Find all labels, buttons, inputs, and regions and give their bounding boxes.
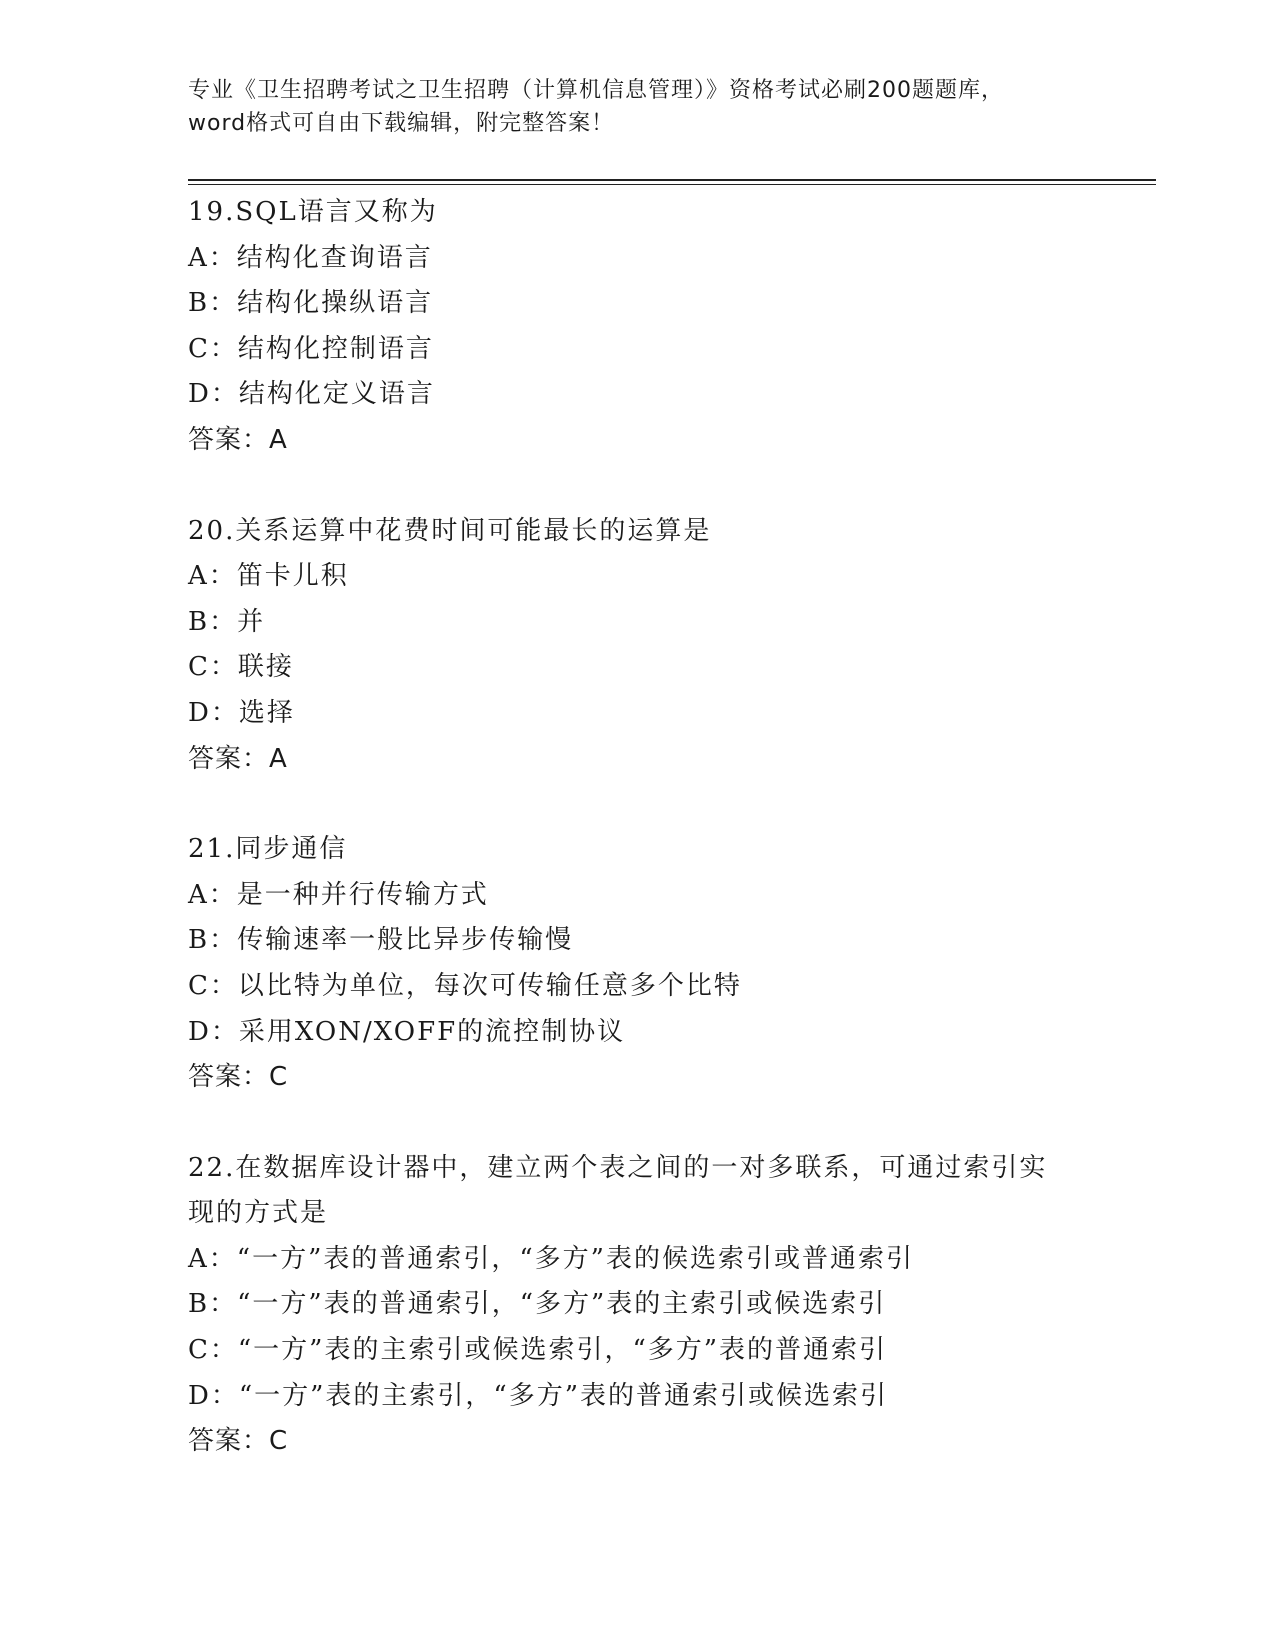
option-d: D：选择 [188,697,295,728]
option-a: A：笛卡儿积 [188,561,349,592]
option-a: A：“一方”表的普通索引，“多方”表的候选索引或普通索引 [188,1243,914,1274]
header-line-2: word格式可自由下载编辑，附完整答案！ [188,111,615,136]
option-c: C：“一方”表的主索引或候选索引，“多方”表的普通索引 [188,1335,888,1366]
answer: 答案：C [188,1426,289,1457]
header-divider-thin [188,184,1156,185]
option-d: D：“一方”表的主索引，“多方”表的普通索引或候选索引 [188,1380,889,1411]
answer: 答案：C [188,1062,289,1093]
question-22 [188,1146,1088,1465]
option-b: B：结构化操纵语言 [188,288,434,319]
question-21 [188,827,1088,1101]
question-list [188,190,1088,1510]
option-d: D：结构化定义语言 [188,379,435,410]
question-text: 20.关系运算中花费时间可能最长的运算是 [188,515,712,546]
option-a: A：是一种并行传输方式 [188,879,489,910]
answer: 答案：A [188,743,288,774]
option-b: B：传输速率一般比异步传输慢 [188,925,574,956]
option-d: D：采用XON/XOFF的流控制协议 [188,1016,626,1047]
question-text: 19.SQL语言又称为 [188,197,438,227]
option-b: B：“一方”表的普通索引，“多方”表的主索引或候选索引 [188,1289,887,1320]
option-a: A：结构化查询语言 [188,242,433,273]
option-c: C：联接 [188,652,294,683]
header-line-1: 专业《卫生招聘考试之卫生招聘（计算机信息管理）》资格考试必刷200题题库， [188,78,1004,103]
question-text: 21.同步通信 [188,834,348,865]
question-19 [188,190,1088,464]
option-c: C：以比特为单位，每次可传输任意多个比特 [188,970,742,1001]
option-b: B：并 [188,606,266,637]
answer: 答案：A [188,424,288,455]
header-divider-thick [188,179,1156,181]
question-20 [188,509,1088,783]
document-header [188,74,1088,140]
option-c: C：结构化控制语言 [188,333,434,364]
question-text: 22.在数据库设计器中，建立两个表之间的一对多联系，可通过索引实现的方式是 [188,1152,1048,1229]
